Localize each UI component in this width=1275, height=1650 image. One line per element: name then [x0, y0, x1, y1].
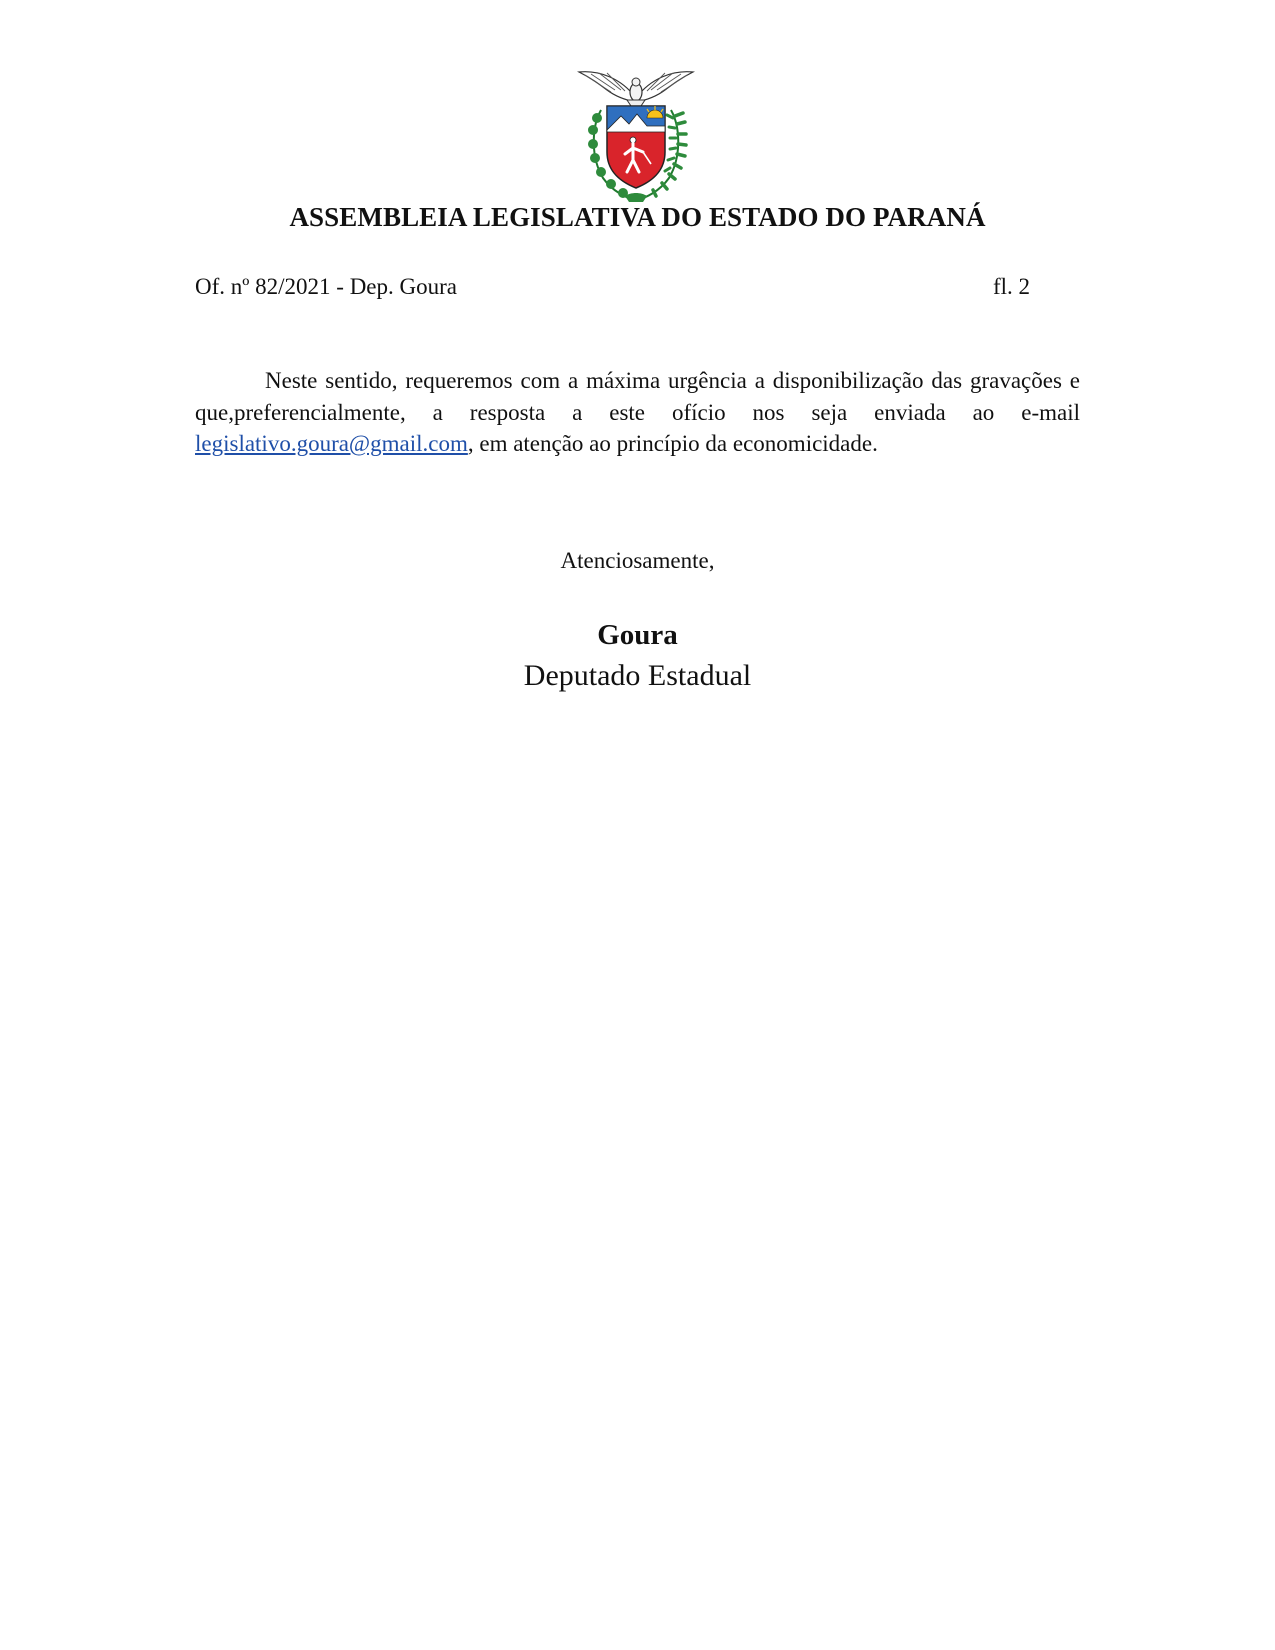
body-text-end: , em atenção ao princípio da economicidade.	[467, 431, 878, 456]
eagle-icon	[579, 72, 693, 106]
signature-name: Goura	[597, 619, 678, 651]
signature-role: Deputado Estadual	[523, 659, 752, 692]
body-paragraph	[195, 365, 1080, 460]
sheet-number: fl. 2	[992, 274, 1030, 299]
closing-salutation: Atenciosamente,	[560, 548, 715, 573]
shield-icon	[607, 106, 665, 188]
office-number: Of. nº 82/2021 - Dep. Goura	[195, 274, 457, 299]
institution-title: ASSEMBLEIA LEGISLATIVA DO ESTADO DO PARANÁ	[289, 202, 986, 232]
body-text-start: Neste sentido, requeremos com a máxima urgência a disponibilização das gravações e que,preferencialmente, a resposta a este ofício nos seja enviada ao e-mail	[195, 368, 1080, 425]
parana-coat-of-arms-icon	[577, 68, 695, 203]
email-link[interactable]: legislativo.goura@gmail.com	[195, 431, 468, 456]
